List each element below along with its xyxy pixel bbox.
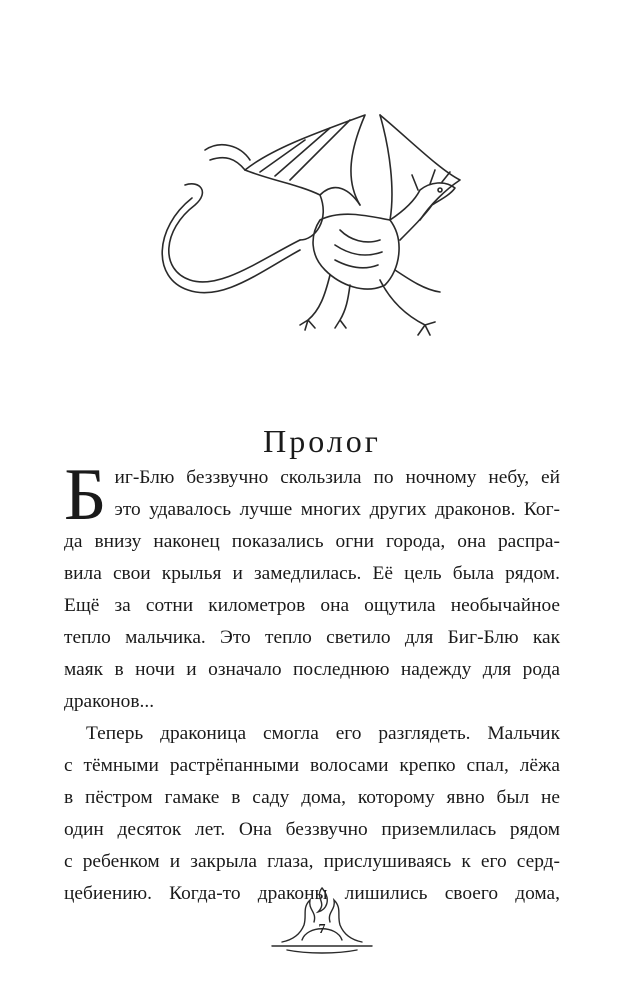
text-line: с тёмными растрёпанными волосами крепко спал, лёжа — [64, 755, 560, 776]
text-line: вила свои крылья и замедлилась. Её цель была рядом. — [64, 563, 560, 584]
text-line: Теперь драконица смогла его разглядеть. Мальчик — [86, 723, 560, 744]
text-line: цебиению. Когда-то драконы лишились своего дома, — [64, 883, 560, 904]
dragon-illustration — [150, 110, 480, 355]
text-line: драконов... — [64, 691, 155, 712]
text-line: это удавалось лучше многих других драконов. Ког- — [114, 499, 560, 520]
text-line: маяк в ночи и означало последнюю надежду для рода — [64, 659, 560, 680]
text-line: один десяток лет. Она беззвучно приземлилась рядом — [64, 819, 560, 840]
text-line: с ребенком и закрыла глаза, прислушиваясь к его серд- — [64, 851, 560, 872]
page-number: 7 — [318, 922, 326, 937]
text-line: в пёстром гамаке в саду дома, которому явно был не — [64, 787, 560, 808]
text-line: иг-Блю беззвучно скользила по ночному небу, ей — [114, 467, 560, 488]
text-line: Ещё за сотни километров она ощутила необычайное — [64, 595, 560, 616]
text-line: тепло мальчика. Это тепло светило для Биг-Блю как — [64, 627, 560, 648]
dropcap-letter: Б — [64, 454, 107, 536]
flame-ornament-icon — [262, 880, 382, 960]
paragraph-1 — [64, 454, 560, 718]
body-text — [64, 454, 560, 910]
text-line: да внизу наконец показались огни города, она распра- — [64, 531, 560, 552]
chapter-title: Пролог — [263, 423, 381, 460]
